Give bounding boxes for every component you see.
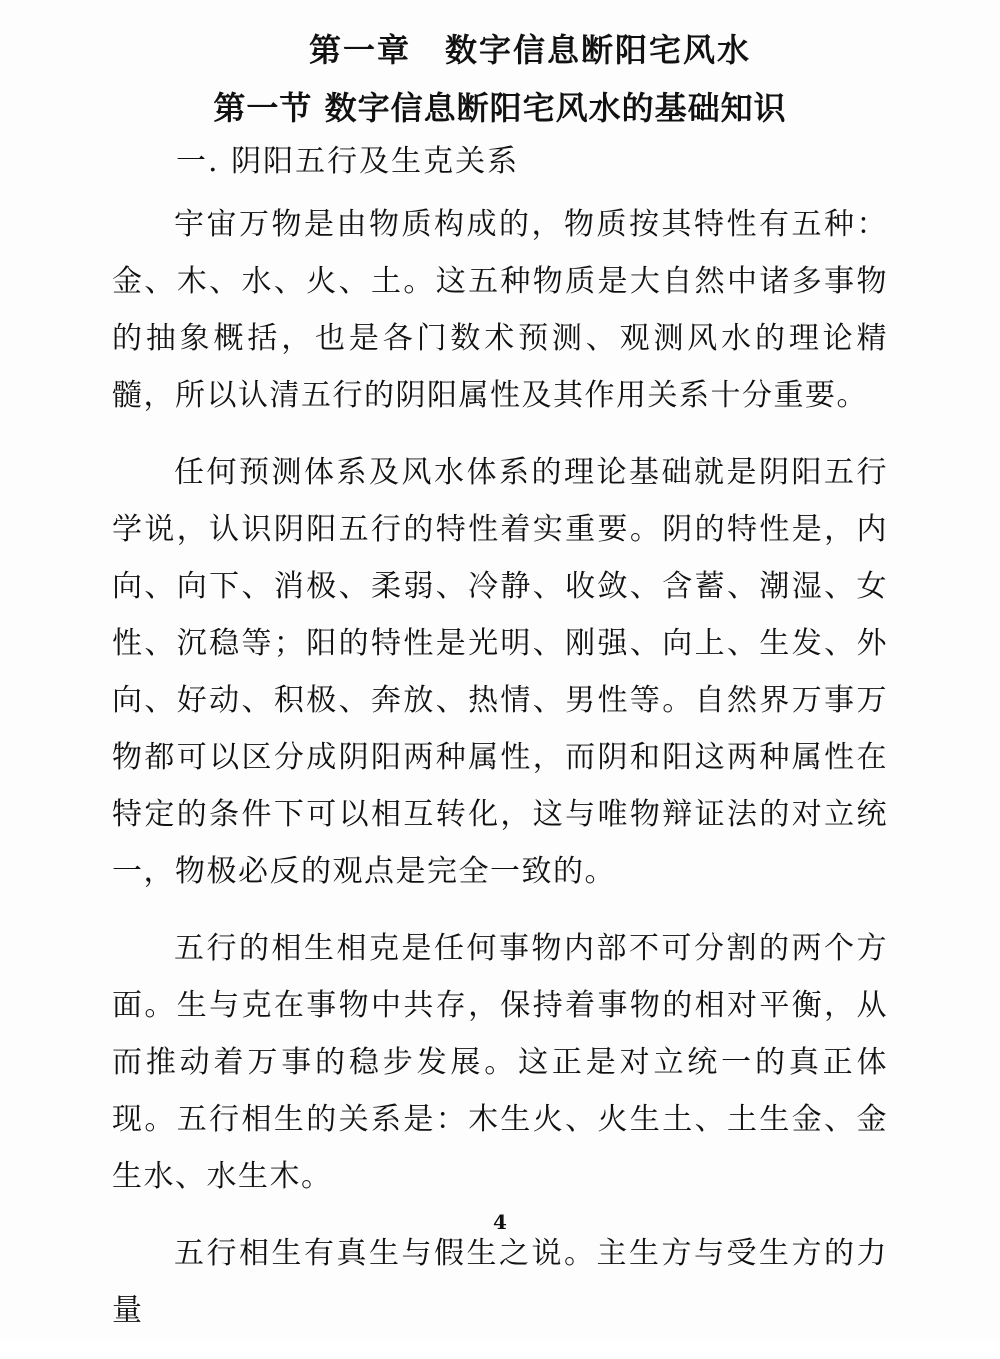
paragraph-3: 五行的相生相克是任何事物内部不可分割的两个方面。生与克在事物中共存，保持着事物的相对平衡，从而推动着万事的稳步发展。这正是对立统一的真正体现。五行相生的关系是：木生火、火生土、土生金、金生水、水生木。 — [112, 931, 888, 1194]
paragraph-2: 任何预测体系及风水体系的理论基础就是阴阳五行学说，认识阴阳五行的特性着实重要。阴的特性是，内向、向下、消极、柔弱、冷静、收敛、含蓄、潮湿、女性、沉稳等；阳的特性是光明、刚强、向上、生发、外向、好动、积极、奔放、热情、男性等。自然界万事万物都可以区分成阴阳两种属性，而阴和阳这两种属性在特定的条件下可以相互转化，这与唯物辩证法的对立统一，物极必反的观点是完全一致的。 — [112, 455, 888, 889]
paragraph-4: 五行相生有真生与假生之说。主生方与受生方的力量 — [112, 1236, 888, 1328]
page-number: 4 — [493, 1210, 507, 1234]
body-text — [112, 196, 888, 1359]
paragraph-1: 宇宙万物是由物质构成的，物质按其特性有五种：金、木、水、火、土。这五种物质是大自然中诸多事物的抽象概括，也是各门数术预测、观测风水的理论精髓，所以认清五行的阴阳属性及其作用关系十分重要。 — [112, 207, 888, 413]
subsection-title: 一. 阴阳五行及生克关系 — [176, 144, 520, 179]
section-title: 第一节 数字信息断阳宅风水的基础知识 — [213, 89, 787, 127]
chapter-title: 第一章 数字信息断阳宅风水 — [308, 31, 751, 69]
